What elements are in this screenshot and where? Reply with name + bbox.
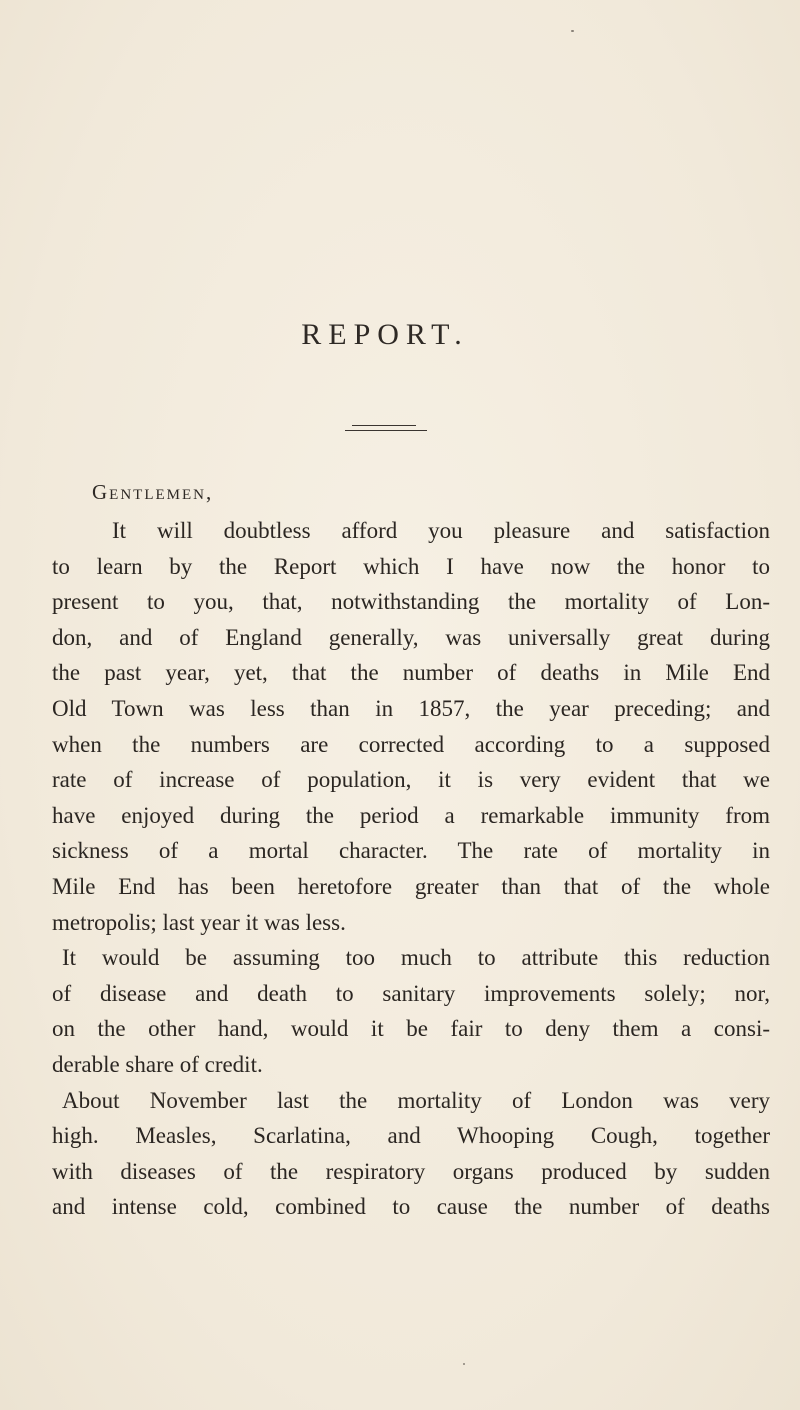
title-rule-bottom <box>345 430 427 431</box>
text-line: It would be assuming too much to attribute this reduction <box>62 945 770 971</box>
paper-speck <box>463 1363 465 1365</box>
title-rule-top <box>352 425 416 426</box>
text-line: present to you, that, notwithstanding the mortality of Lon- <box>52 589 770 615</box>
salutation: Gentlemen, <box>92 480 214 504</box>
text-line: metropolis; last year it was less. <box>52 909 346 935</box>
text-line: About November last the mortality of London was very <box>62 1087 770 1113</box>
text-line: to learn by the Report which I have now the honor to <box>52 553 770 579</box>
text-line: with diseases of the respiratory organs produced by sudden <box>52 1158 770 1184</box>
text-line: on the other hand, would it be fair to deny them a consi- <box>52 1016 770 1042</box>
paper-speck <box>571 30 574 32</box>
text-line: don, and of England generally, was universally great during <box>52 624 770 650</box>
text-line: Old Town was less than in 1857, the year preceding; and <box>52 695 770 721</box>
text-line: sickness of a mortal character. The rate of mortality in <box>52 838 770 864</box>
text-line: rate of increase of population, it is very evident that we <box>52 767 770 793</box>
text-line: have enjoyed during the period a remarkable immunity from <box>52 802 770 828</box>
text-line: of disease and death to sanitary improvements solely; nor, <box>52 980 770 1006</box>
page-title: REPORT. <box>301 318 469 351</box>
text-line: high. Measles, Scarlatina, and Whooping Cough, together <box>52 1123 770 1149</box>
text-line: derable share of credit. <box>52 1051 263 1077</box>
text-line: when the numbers are corrected according to a supposed <box>52 731 770 757</box>
text-line: the past year, yet, that the number of deaths in Mile End <box>52 660 770 686</box>
text-line: It will doubtless afford you pleasure and satisfaction <box>112 518 770 543</box>
report-body <box>52 513 770 1225</box>
text-line: and intense cold, combined to cause the number of deaths <box>52 1194 770 1220</box>
text-line: Mile End has been heretofore greater than that of the whole <box>52 873 770 899</box>
